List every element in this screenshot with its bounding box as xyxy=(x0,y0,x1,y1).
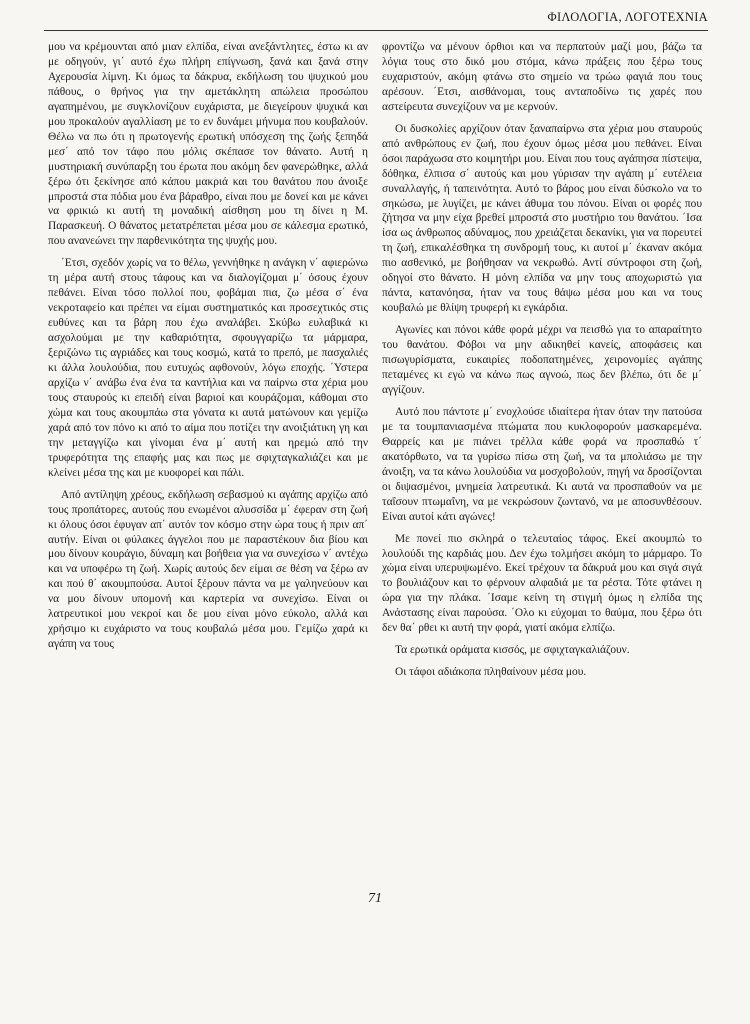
page-number: 71 xyxy=(368,891,382,906)
right-column xyxy=(382,40,702,687)
paragraph: Οι δυσκολίες αρχίζουν όταν ξαναπαίρνω στα χέρια μου σταυρούς από ανθρώπους εν ζωή, που έχουν όμως μέσα μου πεθάνει. Είναι όσοι παράχωσα στο κοιμητήρι μου. Είναι που τους αγάπησα πίστεψα, δόθηκα, έλπισα σ΄ αυτούς και μου γύρισαν την αγάπη μ΄ ευτέλεια συναλλαγής, ή ταπεινότητα. Αυτό το βάρος μου είναι δύσκολο να το σηκώσω, με λυγίζει, με κάνει άθυμα του πόνου. Είναι οι φορές που ζήτησα να μην είχα βρεθεί μπροστά στο μυστήριο του θανάτου. ΄Ισα ίσα ως άνθρωπος αδύναμος, που χρειάζεται δεκανίκι, για να πορευτεί τη ζωή, επικαλέσθηκα τη συνδρομή τους, κι αυτοί μ΄ έκαναν ακόμα πιο ασθενικό, με βοήθησαν να νεκρωθώ. Αντί σύντροφοι στη ζωή, οδηγοί στο θάνατο. Η μόνη ελπίδα να μην τους αποχωριστώ για πάντα, κατανόησα, ήταν να τους θάψω μέσα μου και να τους κουβαλώ με θλίψη τρυφερή κι εγκάρδια. xyxy=(382,122,702,315)
paragraph: ΄Ετσι, σχεδόν χωρίς να το θέλω, γεννήθηκε η ανάγκη ν΄ αφιερώνω τη μέρα αυτή στους τάφους και να διαλογίζομαι μ΄ όσους έχουν πεθάνει. Είναι τόσο πολλοί που, φοβάμαι πια, ζω μέσα σ΄ ένα νεκροταφείο και πρέπει να είμαι συστηματικός και προσεχτικός στις ευθύνες και τα βάρη που έχω αναλάβει. Σκύβω ευλαβικά κι ασχολούμαι με την καθαριότητα, σφουγγαρίζω τα μάρμαρα, ξεριζώνω τις αγριάδες και τους κοσμώ, κατά το πρεπό, με πασχαλιές κι άλλα λουλούδια, που ευτυχώς αφθονούν, λόγω εποχής. ΄Υστερα αρχίζω ν΄ ανάβω ένα ένα τα καντήλια και να παίρνω στα χέρια μου τους σταυρούς κι επειδή είναι βαριοί και κουράζομαι, κάθομαι στο χώμα και τους ακουμπάω στα γόνατα κι αυτά ματώνουν και γεμίζω χαρά από τον πόνο κι από το αίμα που ποτίζει την ανοιξιάτικη γη και την μεταγγίζω και γίνομαι ένα μ΄ αυτή και ηρεμώ από την τρυφερότητα της επαφής μας και πως με σφιχταγκαλιάζει και με κλείνει μέσα της και με κυοφορεί και πάλι. xyxy=(48,257,368,479)
paragraph: Αγωνίες και πόνοι κάθε φορά μέχρι να πεισθώ για το απαραίτητο του θανάτου. Φόβοι να μην αδικηθεί κανείς, αποφάσεις και πισωγυρίσματα, ευκαιρίες ποδοπατημένες, χειρονομίες αγάπης πεταμένες κι εγώ να κάνω πως αγνοώ, πως δεν βλέπω, ότι δε μ΄ αγγίζουν. xyxy=(382,324,702,396)
paragraph: μου να κρέμουνται από μιαν ελπίδα, είναι ανεξάντλητες, έστω κι αν με οδηγούν, γι΄ αυτό έχω πλήρη επίγνωση, ξανά και ξανά στην Αχερουσία λίμνη. Κι όμως τα δάκρυα, εκδήλωση του ψυχικού μου πάθους, ο θρήνος για την αμετάκλητη απώλεια προσώπου αγαπημένου, με συγκλονίζουν ευχάριστα, με διεγείρουν ψυχικά και μου προκαλούν αγαλλίαση με το εν δυνάμει μήνυμα που κουβαλούν. Θέλω να πω ότι η πρωτογενής ερωτική υπόσχεση της ζωής ξεπηδά μεσ΄ από τον τάφο που μόλις σκέπασε τον θάνατο. Αυτή η μυστηριακή συνύπαρξη του έρωτα που ακόμη δεν φανερώθηκε, αλλά ξέρω ότι ξεκίνησε από κάπου μακριά και του θανάτου που άνοιξε μπροστά στα πόδια μου ένα βάραθρο, είναι που με δονεί και με κάνει να φρικιώ κι αυτή τη μοναδική αίσθηση μου τη δίνει η Μ. Παρασκευή. Ο θάνατος μετατρέπεται μέσα μου σε κάλεσμα ερωτικό, που ανανεώνει την παρθενικότητα της ψυχής μου. xyxy=(48,41,368,248)
paragraph: Τα ερωτικά οράματα κισσός, με σφιχταγκαλιάζουν. xyxy=(395,644,630,657)
paragraph: φροντίζω να μένουν όρθιοι και να περπατούν μαζί μου, βάζω τα λόγια τους στο δικό μου στόμα, κάνω πράξεις που ξέρω τους ευχαριστούν, ακόμη φτάνω στο σημείο να τρώω φαγιά που τους αρέσουν. ΄Ετσι, αισθάνομαι, τους ανταποδίνω τις χαρές που αστείρευτα συνεχίζουν να με κερνούν. xyxy=(382,41,702,113)
paragraph: Από αντίληψη χρέους, εκδήλωση σεβασμού κι αγάπης αρχίζω από τους προπάτορες, αυτούς που ενωμένοι αλυσσίδα μ΄ έφεραν στη ζωή κι όλους όσοι έφυγαν απ΄ αυτόν τον κόσμο στην ώρα τους ή πριν απ΄ αυτήν. Είναι οι φύλακες άγγελοι που με παραστέκουν δια βίου και μου δίνουν κουράγιο, δύναμη και βοήθεια για να συνεχίσω ν΄ αντέχω και να υποφέρω τη ζωή. Χωρίς αυτούς δεν είμαι σε θέση να ξέρω αν και πού θ΄ ακουμπούσα. Αυτοί ξέρουν πάντα να με γαληνεύουν και να μου δίνουν υπομονή και καρτερία να συνεχίσω. Είναι οι λατρευτικοί μου νεκροί και δε μου είναι μόνο εύκολο, αλλά και χρήσιμο κι ευχάριστο να τους κουβαλώ μέσα μου. Γεμίζω χαρά κι αγάπη να τους xyxy=(48,488,368,651)
left-column xyxy=(48,40,368,659)
running-head: ΦΙΛΟΛΟΓΙΑ, ΛΟΓΟΤΕΧΝΙΑ xyxy=(44,10,708,31)
paragraph: Με πονεί πιο σκληρά ο τελευταίος τάφος. Εκεί ακουμπώ το λουλούδι της καρδιάς μου. Δεν έχω τολμήσει ακόμη το μάρμαρο. Το χώμα είναι υπερυψωμένο. Εκεί τρέχουν τα δάκρυά μου και σιγά σιγά το βουλιάζουν και το φέρνουν αλφαδιά με τα ρέστα. Τότε φτάνει η ώρα για την πλάκα. ΄Ισαμε κείνη τη στιγμή όμως η ελπίδα της Ανάστασης είναι παρούσα. ΄Ολο κι εύχομαι το θαύμα, που ξέρω ότι δεν θα΄ ρθει κι αυτή την φορά, γιατί ακόμα ελπίζω. xyxy=(382,532,702,635)
paragraph: Αυτό που πάντοτε μ΄ ενοχλούσε ιδιαίτερα ήταν όταν την πατούσα με τα τουμπανιασμένα πτώματα που κυκλοφορούν μασκαρεμένα. Θαρρείς και με πιάνει τρέλλα κάθε φορά να προσπαθώ τ΄ ακατόρθωτο, να τα γυρίσω πίσω στη ζωή, να τα μπολιάσω με την άνοιξη, να τα κάνω λουλούδια να μοσχοβολούν, πηγή να δροσίζονται οι διψασμένοι, μνημεία λατρευτικά. Κι αυτά να προσπαθούν να με ταΐσουν πτωμαΐνη, να με νεκρώσουν ζωντανό, να με αποσυνθέσουν. Είναι αυτοί κάτι αγώνες! xyxy=(382,405,702,523)
paragraph: Οι τάφοι αδιάκοπα πληθαίνουν μέσα μου. xyxy=(395,666,587,679)
